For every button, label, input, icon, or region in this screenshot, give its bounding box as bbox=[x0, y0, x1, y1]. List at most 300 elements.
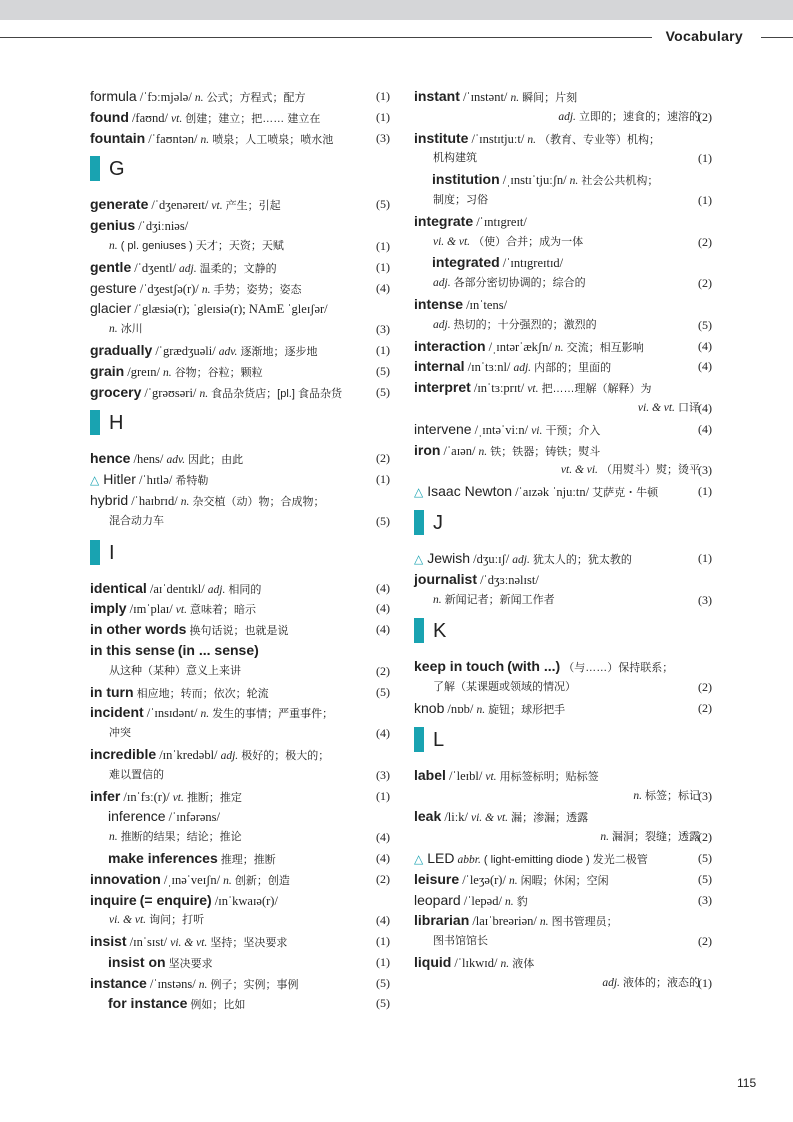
definition: 铁；铁器；铸铁；熨斗 bbox=[490, 445, 601, 458]
definition: 意味着；暗示 bbox=[190, 604, 257, 617]
phonetic: /faʊnd/ bbox=[131, 110, 168, 125]
definition: 口译 bbox=[678, 401, 700, 414]
definition: （使）合并；成为一体 bbox=[473, 235, 584, 248]
letter-marker-bar bbox=[414, 618, 424, 643]
definition: 推断；推定 bbox=[186, 791, 242, 804]
headword: in turn bbox=[90, 683, 134, 700]
entry bbox=[414, 548, 712, 569]
definition: 液体的；液态的 bbox=[623, 976, 700, 989]
part-of-speech: adj. bbox=[207, 583, 226, 596]
entry bbox=[90, 598, 390, 619]
headword: integrate bbox=[414, 212, 474, 229]
unit-number: (1) bbox=[376, 109, 390, 124]
definition: 冰川 bbox=[120, 323, 143, 336]
phonetic: /nɒb/ bbox=[447, 701, 474, 716]
definition: 杂交植（动）物；合成物； bbox=[192, 495, 325, 508]
entry bbox=[90, 869, 390, 890]
headword: fountain bbox=[90, 129, 146, 146]
entry bbox=[90, 640, 390, 661]
entry bbox=[414, 765, 712, 786]
headword: inquire bbox=[90, 891, 137, 908]
definition: 艾萨克・牛顿 bbox=[592, 487, 659, 500]
triangle-icon: △ bbox=[90, 473, 100, 488]
headword: intervene bbox=[414, 420, 472, 437]
definition: 食品杂货店；[pl.] 食品杂货 bbox=[211, 387, 342, 400]
part-of-speech: vi. bbox=[531, 424, 543, 437]
entry bbox=[90, 469, 390, 490]
phonetic: /ˈdʒentl/ bbox=[134, 260, 176, 275]
headword: Isaac Newton bbox=[427, 483, 513, 500]
unit-number: (1) bbox=[376, 342, 390, 357]
definition: 各部分密切协调的；综合的 bbox=[453, 277, 586, 290]
entry bbox=[414, 910, 712, 931]
unit-number: (5) bbox=[698, 850, 712, 865]
headword-note: (in ... sense) bbox=[177, 641, 259, 658]
unit-number: (3) bbox=[698, 892, 712, 907]
part-of-speech: vt. bbox=[485, 770, 497, 783]
definition: 创建；建立；把…… 建立在 bbox=[185, 112, 321, 125]
phonetic: /ˈlɪkwɪd/ bbox=[454, 955, 498, 970]
phonetic: /ˌɪntəˈviːn/ bbox=[474, 422, 529, 437]
entry-continuation bbox=[414, 107, 712, 128]
headword: imply bbox=[90, 600, 127, 617]
phonetic: /ˌɪnstɪˈtjuːʃn/ bbox=[502, 173, 567, 188]
entry bbox=[414, 481, 712, 502]
definition: 图书馆馆长 bbox=[433, 935, 488, 948]
entry-continuation bbox=[90, 236, 390, 257]
unit-number: (2) bbox=[376, 663, 390, 678]
definition: 交流；相互影响 bbox=[566, 341, 644, 354]
unit-number: (4) bbox=[698, 400, 712, 415]
part-of-speech: vi. & vt. bbox=[433, 235, 471, 248]
headword: internal bbox=[414, 358, 465, 375]
headword: generate bbox=[90, 196, 149, 213]
part-of-speech: n. bbox=[505, 895, 514, 908]
definition: 内部的；里面的 bbox=[534, 362, 612, 375]
definition: 漏；渗漏；透露 bbox=[511, 812, 589, 825]
phonetic: /ɪnˈsɪst/ bbox=[129, 935, 168, 950]
definition: 热切的；十分强烈的；激烈的 bbox=[453, 318, 597, 331]
definition: 推理；推断 bbox=[220, 853, 276, 866]
entry-continuation bbox=[414, 273, 712, 294]
entry-continuation bbox=[414, 232, 712, 253]
phonetic: /ɪnˈtɜːprɪt/ bbox=[473, 381, 525, 396]
unit-number: (3) bbox=[698, 592, 712, 607]
entry bbox=[414, 656, 712, 677]
definition: 液体 bbox=[512, 957, 535, 970]
entry-continuation bbox=[414, 398, 712, 419]
entry-continuation bbox=[414, 460, 712, 481]
entry-continuation bbox=[414, 931, 712, 952]
part-of-speech: n. bbox=[198, 978, 208, 991]
phonetic: /ˈglæsiə(r); ˈgleɪsiə(r); NAmE ˈgleɪʃər/ bbox=[134, 302, 328, 317]
header-rule-left bbox=[0, 37, 652, 38]
headword: gesture bbox=[90, 279, 137, 296]
unit-number: (4) bbox=[376, 622, 390, 637]
unit-number: (1) bbox=[376, 954, 390, 969]
definition: 手势；姿势；姿态 bbox=[213, 283, 302, 296]
headword: incident bbox=[90, 704, 144, 721]
definition: 制度；习俗 bbox=[433, 193, 488, 206]
sub-entry bbox=[414, 169, 712, 190]
definition: 推断的结果；结论；推论 bbox=[120, 831, 242, 844]
unit-number: (5) bbox=[376, 197, 390, 212]
unit-number: (5) bbox=[376, 513, 390, 528]
part-of-speech: n. bbox=[476, 703, 486, 716]
part-of-speech: n. bbox=[633, 789, 642, 802]
phonetic: /ˈdʒɜːnəlɪst/ bbox=[480, 572, 539, 587]
definition: 标签；标记 bbox=[645, 789, 700, 802]
unit-number: (4) bbox=[698, 338, 712, 353]
unit-number: (2) bbox=[376, 871, 390, 886]
part-of-speech: n. bbox=[163, 366, 172, 379]
unit-number: (2) bbox=[698, 109, 712, 124]
phonetic: /ˈɪntɪgreɪt/ bbox=[476, 214, 527, 229]
unit-number: (1) bbox=[698, 550, 712, 565]
entry-continuation bbox=[414, 827, 712, 848]
unit-number: (1) bbox=[698, 975, 712, 990]
headword: leisure bbox=[414, 870, 460, 887]
left-column bbox=[90, 86, 390, 1014]
entry-continuation bbox=[414, 973, 712, 994]
entry-continuation bbox=[90, 723, 390, 744]
definition: 谷物；谷粒；颗粒 bbox=[174, 366, 263, 379]
headword: in this sense bbox=[90, 641, 175, 658]
phonetic: /laɪˈbreəriən/ bbox=[472, 914, 537, 929]
part-of-speech: n. bbox=[109, 239, 118, 252]
unit-number: (5) bbox=[698, 871, 712, 886]
entry bbox=[90, 448, 390, 469]
letter-label: H bbox=[109, 412, 124, 435]
phonetic: /ˈɪntɪgreɪtɪd/ bbox=[502, 256, 564, 271]
phonetic: /ˈɪnstəns/ bbox=[149, 976, 196, 991]
headword: institution bbox=[432, 171, 500, 188]
unit-number: (2) bbox=[376, 451, 390, 466]
phonetic: /hens/ bbox=[133, 452, 164, 467]
letter-heading bbox=[90, 409, 390, 437]
unit-number: (3) bbox=[698, 463, 712, 478]
part-of-speech: n. bbox=[478, 445, 488, 458]
definition: 创新；创造 bbox=[234, 874, 290, 887]
entry bbox=[90, 215, 390, 236]
headword: label bbox=[414, 766, 446, 783]
unit-number: (5) bbox=[698, 317, 712, 332]
entry bbox=[414, 336, 712, 357]
part-of-speech: n. bbox=[199, 387, 209, 400]
entry bbox=[414, 848, 712, 869]
headword: innovation bbox=[90, 870, 161, 887]
entry bbox=[90, 973, 390, 994]
unit-number: (3) bbox=[698, 788, 712, 803]
phonetic: /ɪnˈfɜː(r)/ bbox=[123, 789, 170, 804]
entry bbox=[414, 419, 712, 440]
triangle-icon: △ bbox=[414, 851, 424, 866]
letter-heading bbox=[90, 539, 390, 567]
entry bbox=[414, 698, 712, 719]
definition: 温柔的；文静的 bbox=[199, 262, 277, 275]
top-gray-bar bbox=[0, 0, 793, 20]
entry-continuation bbox=[90, 661, 390, 682]
entry bbox=[414, 569, 712, 590]
definition: 极好的；极大的； bbox=[241, 749, 330, 762]
sub-entry bbox=[90, 952, 390, 973]
definition: 例子；实例；事例 bbox=[210, 978, 299, 991]
part-of-speech: vi. & vt. bbox=[109, 914, 147, 927]
headword: LED bbox=[427, 849, 455, 866]
phonetic: /ˈleʒə(r)/ bbox=[462, 872, 506, 887]
unit-number: (1) bbox=[698, 484, 712, 499]
unit-number: (5) bbox=[376, 975, 390, 990]
phonetic: /ˈlepəd/ bbox=[463, 893, 502, 908]
definition: 干预；介入 bbox=[545, 424, 601, 437]
letter-label: I bbox=[109, 541, 115, 564]
unit-number: (2) bbox=[698, 276, 712, 291]
part-of-speech: vi. & vt. bbox=[170, 937, 208, 950]
phonetic: /ˈhaɪbrɪd/ bbox=[131, 493, 178, 508]
part-of-speech: vt. bbox=[527, 383, 539, 396]
right-column bbox=[414, 86, 712, 993]
phonetic: /ˈɪnstɪtjuːt/ bbox=[471, 131, 525, 146]
headword-note: (= enquire) bbox=[139, 891, 212, 908]
definition: 发生的事情；严重事件； bbox=[212, 708, 334, 721]
part-of-speech: n. bbox=[180, 495, 190, 508]
definition: 机构建筑 bbox=[433, 152, 477, 165]
unit-number: (1) bbox=[376, 788, 390, 803]
part-of-speech: n. bbox=[500, 957, 510, 970]
unit-number: (3) bbox=[376, 322, 390, 337]
entry bbox=[90, 86, 390, 107]
part-of-speech: adj. bbox=[513, 362, 532, 375]
entry bbox=[414, 211, 712, 232]
entry bbox=[90, 490, 390, 511]
entry bbox=[90, 786, 390, 807]
definition: 混合动力车 bbox=[109, 514, 164, 527]
entry bbox=[414, 377, 712, 398]
entry-continuation bbox=[414, 590, 712, 611]
headword: Jewish bbox=[427, 549, 471, 566]
definition: （与……）保持联系； bbox=[563, 662, 674, 675]
entry bbox=[414, 440, 712, 461]
definition: 坚持；坚决要求 bbox=[210, 937, 288, 950]
definition: 了解（某课题或领域的情况） bbox=[433, 681, 576, 694]
headword: genius bbox=[90, 217, 136, 234]
unit-number: (1) bbox=[376, 259, 390, 274]
letter-label: G bbox=[109, 158, 125, 181]
entry bbox=[90, 578, 390, 599]
definition: 坚决要求 bbox=[168, 957, 213, 970]
phonetic: /ˈɪnsɪdənt/ bbox=[146, 706, 198, 721]
phonetic: /ˈɪnstənt/ bbox=[462, 90, 508, 104]
phonetic: /ɪnˈtens/ bbox=[466, 297, 508, 312]
unit-number: (4) bbox=[376, 726, 390, 741]
letter-label: K bbox=[433, 620, 447, 643]
entry bbox=[90, 194, 390, 215]
definition: 例如；比如 bbox=[190, 999, 246, 1012]
phonetic: /ˈdʒestʃə(r)/ bbox=[139, 281, 199, 296]
part-of-speech: n. bbox=[194, 92, 204, 104]
unit-number: (4) bbox=[698, 421, 712, 436]
unit-number: (4) bbox=[376, 830, 390, 845]
definition: 闲暇；休闲；空闲 bbox=[520, 874, 609, 887]
definition: 相同的 bbox=[228, 583, 262, 596]
unit-number: (4) bbox=[376, 850, 390, 865]
headword: insist bbox=[90, 933, 127, 950]
entry bbox=[90, 107, 390, 128]
headword: integrated bbox=[432, 254, 500, 271]
definition: （用熨斗）熨；烫平 bbox=[601, 464, 700, 477]
page-number: 115 bbox=[737, 1076, 757, 1090]
definition: 喷泉；人工喷泉；喷水池 bbox=[212, 133, 334, 146]
phonetic: /ˈdʒenəreɪt/ bbox=[151, 198, 209, 213]
headword: leopard bbox=[414, 891, 461, 908]
letter-marker-bar bbox=[414, 727, 424, 752]
headword: intense bbox=[414, 295, 464, 312]
definition: （教育、专业等）机构； bbox=[539, 133, 661, 146]
headword: found bbox=[90, 108, 129, 125]
unit-number: (1) bbox=[698, 192, 712, 207]
sub-entry bbox=[90, 806, 390, 827]
definition: 难以置信的 bbox=[109, 768, 164, 781]
entry bbox=[90, 682, 390, 703]
unit-number: (3) bbox=[376, 767, 390, 782]
phonetic: /liːk/ bbox=[444, 810, 468, 825]
phonetic: /ɪnˈkredəbl/ bbox=[159, 747, 218, 762]
part-of-speech: vt. bbox=[175, 604, 187, 617]
entry bbox=[90, 128, 390, 149]
header-rule-right bbox=[761, 37, 793, 38]
definition: 犹太人的；犹太教的 bbox=[532, 553, 632, 566]
definition: 相应地；转而；依次；轮流 bbox=[136, 687, 269, 700]
phonetic: /ɪnˈtɜːnl/ bbox=[467, 360, 511, 375]
headword: leak bbox=[414, 808, 442, 825]
headword: gradually bbox=[90, 341, 153, 358]
entry bbox=[90, 340, 390, 361]
sub-entry bbox=[90, 848, 390, 869]
phonetic: /ˈaɪzək ˈnjuːtn/ bbox=[515, 485, 590, 500]
entry bbox=[90, 298, 390, 319]
unit-number: (1) bbox=[376, 238, 390, 253]
part-of-speech: vt. & vi. bbox=[560, 464, 598, 477]
entry bbox=[414, 128, 712, 149]
unit-number: (4) bbox=[376, 280, 390, 295]
entry-continuation bbox=[90, 827, 390, 848]
part-of-speech: n. bbox=[527, 133, 536, 146]
entry-continuation bbox=[414, 148, 712, 169]
entry-continuation bbox=[414, 677, 712, 698]
definition: 把……理解（解释）为 bbox=[541, 383, 652, 396]
unit-number: (1) bbox=[698, 151, 712, 166]
unit-number: (5) bbox=[376, 684, 390, 699]
headword: instant bbox=[414, 88, 460, 104]
unit-number: (1) bbox=[376, 89, 390, 103]
phonetic: /dʒuːɪʃ/ bbox=[473, 551, 510, 566]
entry-continuation bbox=[414, 786, 712, 807]
unit-number: (4) bbox=[376, 601, 390, 616]
phonetic: /ˈfaʊntən/ bbox=[148, 131, 198, 146]
part-of-speech: vt. bbox=[172, 791, 184, 804]
headword: hybrid bbox=[90, 491, 129, 508]
phonetic: /ˈdʒiːniəs/ bbox=[138, 219, 189, 234]
headword: in other words bbox=[90, 621, 187, 638]
headword: librarian bbox=[414, 912, 470, 929]
headword: interpret bbox=[414, 379, 471, 396]
letter-heading bbox=[414, 726, 712, 754]
phonetic: /ˌɪnəˈveɪʃn/ bbox=[163, 872, 221, 887]
part-of-speech: adj. bbox=[512, 553, 530, 566]
entry bbox=[90, 361, 390, 382]
part-of-speech: n. bbox=[569, 175, 579, 188]
part-of-speech: adj. bbox=[602, 976, 620, 989]
definition: 产生；引起 bbox=[225, 200, 281, 213]
letter-heading bbox=[414, 509, 712, 537]
headword: keep in touch bbox=[414, 658, 505, 675]
entry bbox=[90, 744, 390, 765]
entry bbox=[414, 86, 712, 107]
definition: ( light-emitting diode ) 发光二极管 bbox=[483, 853, 648, 866]
phonetic: /ɪnˈkwaɪə(r)/ bbox=[214, 893, 278, 908]
entry bbox=[90, 278, 390, 299]
definition: 豹 bbox=[516, 895, 528, 908]
unit-number: (5) bbox=[376, 996, 390, 1011]
unit-number: (3) bbox=[376, 130, 390, 145]
headword: make inferences bbox=[108, 849, 218, 866]
definition: ( pl. geniuses ) 天才；天资；天赋 bbox=[120, 239, 284, 252]
definition: 瞬间；片刻 bbox=[522, 92, 578, 104]
letter-marker-bar bbox=[414, 510, 424, 535]
headword: formula bbox=[90, 88, 137, 104]
entry bbox=[414, 952, 712, 973]
definition: 新闻记者；新闻工作者 bbox=[444, 593, 555, 606]
unit-number: (2) bbox=[698, 700, 712, 715]
headword: liquid bbox=[414, 953, 452, 970]
headword: grocery bbox=[90, 383, 142, 400]
part-of-speech: n. bbox=[109, 831, 118, 844]
definition: 图书管理员； bbox=[551, 916, 618, 929]
part-of-speech: vt. bbox=[171, 112, 183, 125]
triangle-icon: △ bbox=[414, 485, 424, 500]
headword: glacier bbox=[90, 300, 132, 317]
definition: 冲突 bbox=[109, 727, 131, 740]
entry bbox=[90, 702, 390, 723]
definition: 社会公共机构； bbox=[581, 175, 659, 188]
phonetic: /ˈhɪtlə/ bbox=[138, 473, 173, 488]
phonetic: /ˈɪnfərəns/ bbox=[168, 810, 221, 825]
definition: 希特勒 bbox=[175, 475, 209, 488]
unit-number: (1) bbox=[376, 472, 390, 487]
definition: 漏洞；裂缝；透露 bbox=[612, 831, 700, 844]
definition: 立即的；速食的；速溶的 bbox=[579, 110, 700, 123]
definition: 因此；由此 bbox=[188, 454, 244, 467]
phonetic: /ˈleɪbl/ bbox=[448, 768, 483, 783]
part-of-speech: vi. & vt. bbox=[471, 812, 509, 825]
part-of-speech: n. bbox=[554, 341, 564, 354]
headword: hence bbox=[90, 450, 131, 467]
headword: instance bbox=[90, 974, 147, 991]
headword: grain bbox=[90, 362, 125, 379]
definition: 公式；方程式；配方 bbox=[206, 92, 306, 104]
part-of-speech: n. bbox=[508, 874, 518, 887]
part-of-speech: n. bbox=[600, 831, 609, 844]
unit-number: (4) bbox=[698, 359, 712, 374]
entry bbox=[414, 869, 712, 890]
headword: Hitler bbox=[103, 471, 136, 488]
phonetic: /ɪmˈplaɪ/ bbox=[129, 602, 173, 617]
headword: inference bbox=[108, 808, 166, 825]
entry bbox=[414, 294, 712, 315]
part-of-speech: adj. bbox=[179, 262, 197, 275]
sub-entry bbox=[414, 252, 712, 273]
part-of-speech: adj. bbox=[220, 749, 239, 762]
